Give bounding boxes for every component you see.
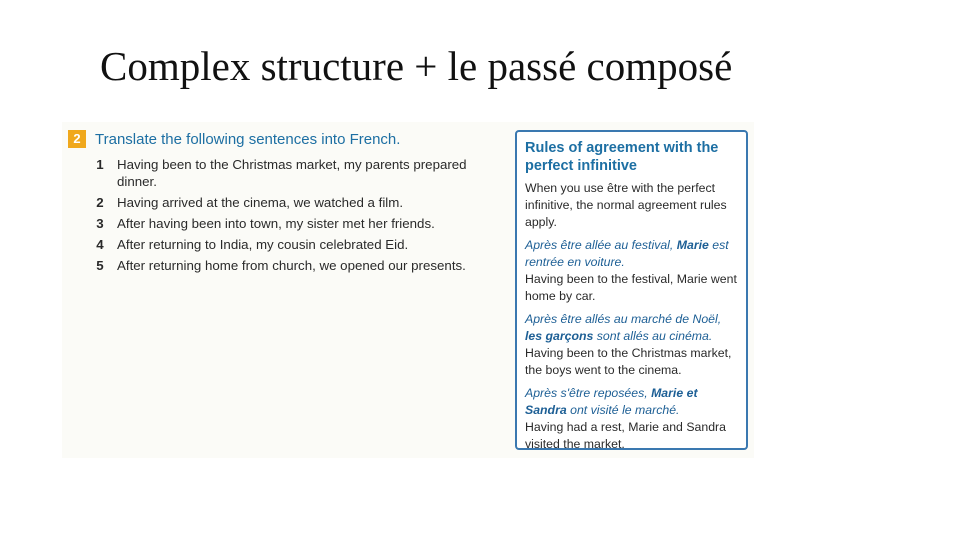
rules-title: Rules of agreement with the perfect infinitive xyxy=(525,140,719,174)
example-french-subject: Marie xyxy=(676,238,709,252)
example-french-subject: Marie et Sandra xyxy=(525,386,698,417)
exercise-item xyxy=(68,156,508,190)
exercise-list xyxy=(68,156,508,274)
exercise-item xyxy=(68,215,508,232)
example-english: Having had a rest, Marie and Sandra visited the market. xyxy=(525,420,726,451)
example-french-subject: les garçons xyxy=(525,329,594,343)
example-french-part: Après être allée au festival, xyxy=(525,238,677,252)
exercise-item xyxy=(68,236,508,253)
rules-box xyxy=(515,130,748,450)
exercise-item-number: 1 xyxy=(96,157,104,172)
example-french-part: sont allés au cinéma. xyxy=(593,329,713,343)
example-french-part: ont visité le marché. xyxy=(566,403,680,417)
slide-title: Complex structure + le passé composé xyxy=(100,43,733,89)
rules-example xyxy=(525,385,738,453)
rules-intro: When you use être with the perfect infinitive, the normal agreement rules apply. xyxy=(525,181,727,229)
example-english: Having been to the festival, Marie went home by car. xyxy=(525,272,737,303)
example-french-part: est rentrée en voiture. xyxy=(525,238,729,269)
exercise-item-text: Having arrived at the cinema, we watched a film. xyxy=(117,195,404,210)
exercise-item xyxy=(68,194,508,211)
example-french xyxy=(525,237,738,271)
exercise-item-text: After returning home from church, we opened our presents. xyxy=(117,258,466,273)
exercise-instruction: Translate the following sentences into French. xyxy=(95,130,401,148)
exercise-number-badge: 2 xyxy=(68,130,86,148)
exercise-item-number: 2 xyxy=(96,195,104,210)
exercise-header xyxy=(68,130,508,148)
exercise-item-text: Having been to the Christmas market, my parents prepared dinner. xyxy=(117,157,467,189)
example-english: Having been to the Christmas market, the boys went to the cinema. xyxy=(525,346,732,377)
exercise-item xyxy=(68,257,508,274)
exercise-item-text: After having been into town, my sister met her friends. xyxy=(117,216,435,231)
example-french xyxy=(525,385,738,419)
rules-example xyxy=(525,237,738,305)
example-french xyxy=(525,311,738,345)
example-french-part: Après s'être reposées, xyxy=(525,386,652,400)
example-french-part: Après être allés au marché de Noël, xyxy=(525,312,722,326)
rules-example xyxy=(525,311,738,379)
exercise-item-number: 3 xyxy=(96,216,104,231)
exercise-item-number: 5 xyxy=(96,258,104,273)
exercise-item-number: 4 xyxy=(96,237,104,252)
exercise-item-text: After returning to India, my cousin celebrated Eid. xyxy=(117,237,409,252)
translation-exercise xyxy=(68,130,508,278)
